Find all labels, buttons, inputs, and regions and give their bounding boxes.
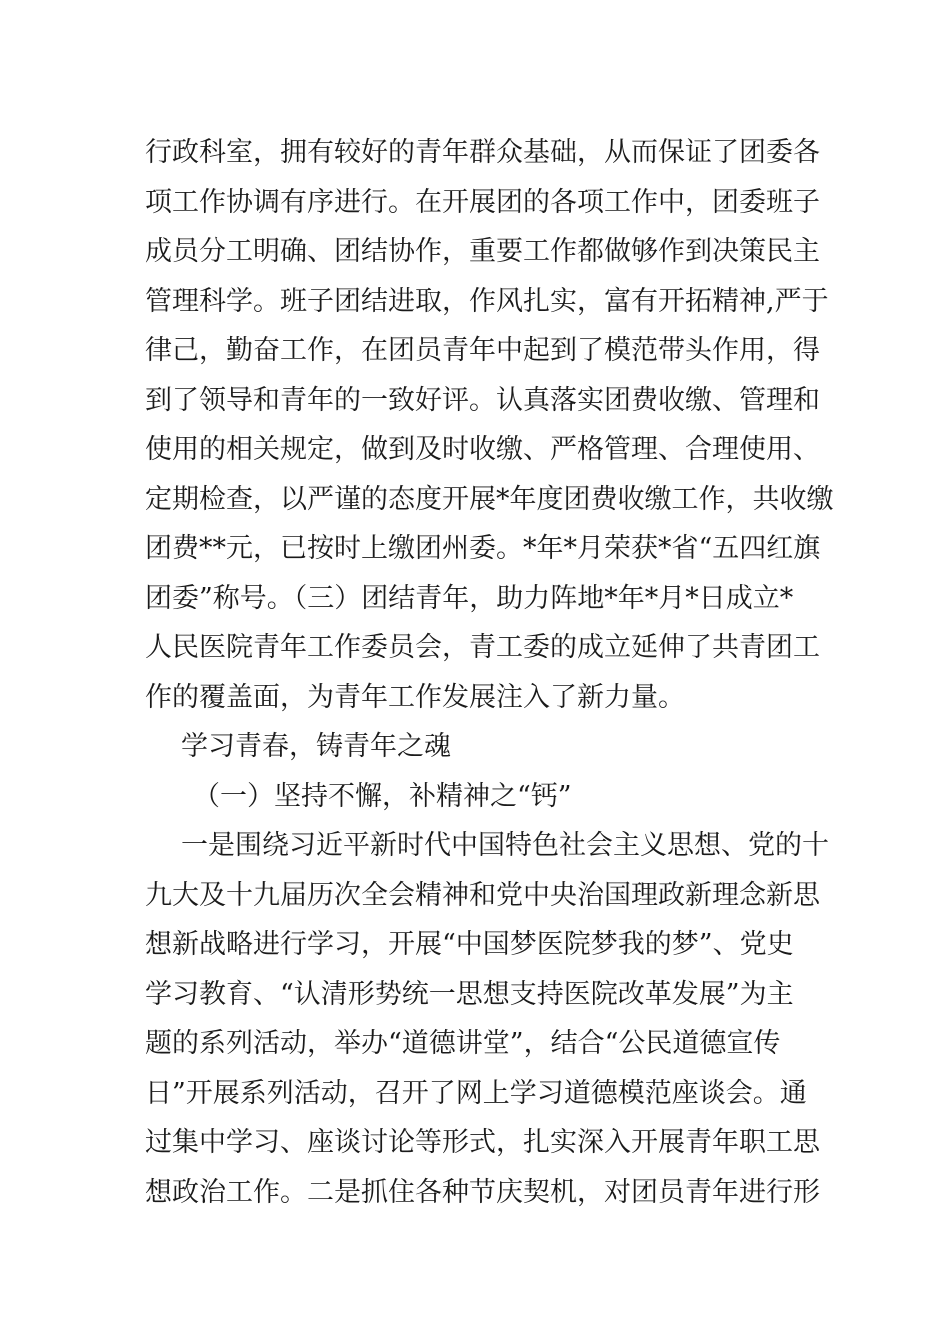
body-line: 人民医院青年工作委员会，青工委的成立延伸了共青团工 [145, 632, 820, 663]
body-line: 学习教育、“认清形势统一思想支持医院改革发展”为主 [145, 978, 794, 1010]
body-line: 使用的相关规定，做到及时收缴、严格管理、合理使用、 [145, 434, 820, 465]
body-line: 律己，勤奋工作，在团员青年中起到了模范带头作用，得 [145, 335, 820, 366]
body-line: 九大及十九届历次全会精神和党中央治国理政新理念新思 [145, 879, 820, 911]
body-line: 团费**元，已按时上缴团州委。*年*月荣获*省“五四红旗 [145, 533, 821, 564]
body-line: 到了领导和青年的一致好评。认真落实团费收缴、管理和 [145, 384, 820, 416]
document-body [145, 128, 834, 1217]
body-line: 团委”称号。（三）团结青年，助力阵地*年*月*日成立* [145, 582, 794, 614]
body-line: 过集中学习、座谈讨论等形式，扎实深入开展青年职工思 [145, 1127, 820, 1158]
body-line: 题的系列活动，举办“道德讲堂”，结合“公民道德宣传 [145, 1028, 781, 1059]
body-line: 日”开展系列活动，召开了网上学习道德模范座谈会。通 [145, 1077, 807, 1109]
body-line: 作的覆盖面，为青年工作发展注入了新力量。 [145, 681, 685, 713]
body-line: 成员分工明确、团结协作，重要工作都做够作到决策民主 [145, 236, 820, 267]
body-line: 想新战略进行学习，开展“中国梦医院梦我的梦”、党史 [145, 929, 794, 960]
body-line: 行政科室，拥有较好的青年群众基础，从而保证了团委各 [145, 137, 820, 168]
section-heading: 学习青春，铸青年之魂 [181, 731, 451, 762]
subsection-heading: （一）坚持不懈，补精神之“钙” [193, 780, 572, 812]
body-line: 一是围绕习近平新时代中国特色社会主义思想、党的十 [181, 830, 829, 861]
body-line: 项工作协调有序进行。在开展团的各项工作中，团委班子 [145, 186, 820, 218]
body-line: 定期检查，以严谨的态度开展*年度团费收缴工作，共收缴 [145, 483, 834, 515]
body-line: 想政治工作。二是抓住各种节庆契机，对团员青年进行形 [145, 1176, 820, 1208]
body-line: 管理科学。班子团结进取，作风扎实，富有开拓精神,严于 [145, 285, 829, 317]
